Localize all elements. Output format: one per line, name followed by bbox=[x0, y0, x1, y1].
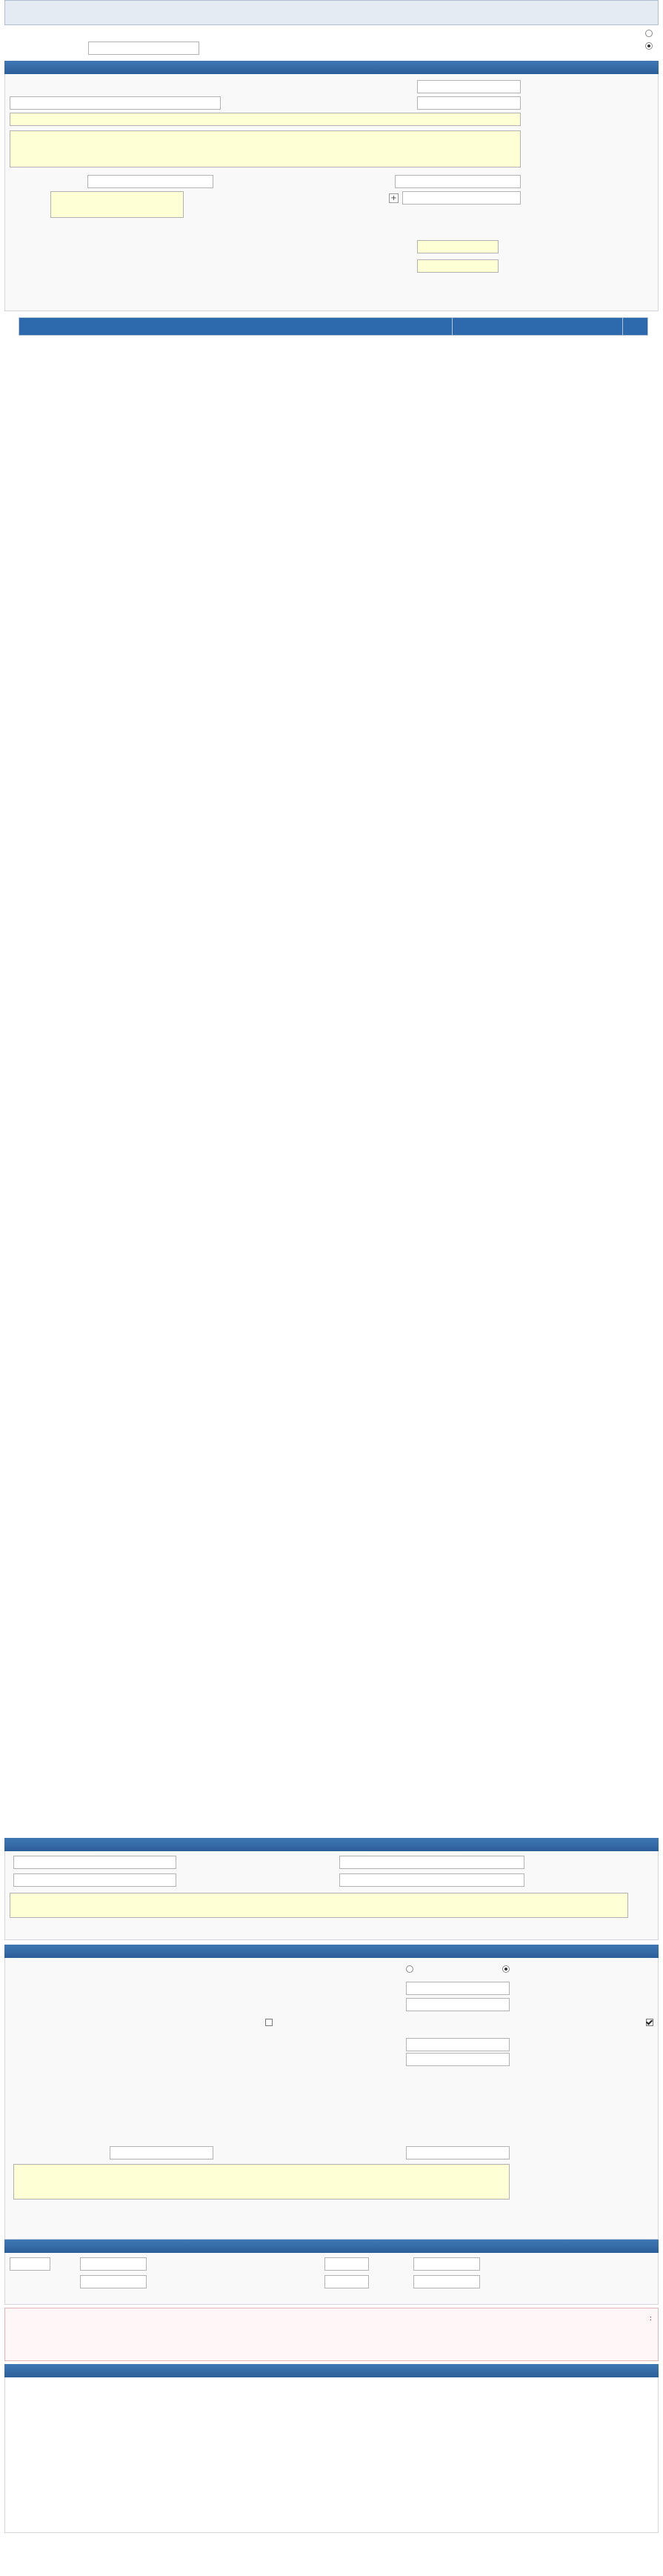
radio-renewed-tender[interactable] bbox=[642, 42, 653, 50]
method-option-1[interactable] bbox=[499, 1965, 510, 1973]
method-option-2[interactable] bbox=[402, 1965, 413, 1973]
title-field bbox=[10, 113, 521, 126]
general-section-header bbox=[4, 61, 659, 74]
notice-box bbox=[4, 2308, 659, 2361]
holding-type-field bbox=[417, 96, 521, 110]
other-source-check[interactable] bbox=[261, 2019, 273, 2026]
notes-field bbox=[13, 2164, 510, 2200]
opening-field bbox=[413, 2275, 480, 2288]
table-header-row-no bbox=[623, 318, 648, 336]
guarantee-unit-field bbox=[110, 2146, 213, 2160]
documents-section bbox=[4, 2377, 659, 2533]
organizer-section bbox=[4, 1851, 659, 1940]
doc-receipt-field bbox=[413, 2257, 480, 2271]
radio-new-tender[interactable] bbox=[642, 30, 653, 37]
description-field bbox=[10, 130, 521, 167]
radio-circle[interactable] bbox=[645, 42, 653, 50]
postal-field bbox=[13, 1873, 176, 1887]
documents-section-header bbox=[4, 2364, 659, 2377]
min-score-field bbox=[417, 240, 499, 253]
estimate-field bbox=[406, 1982, 510, 1995]
radio-circle[interactable] bbox=[645, 30, 653, 37]
min-tech-field bbox=[417, 259, 499, 273]
unit-field bbox=[339, 1873, 524, 1887]
checkbox[interactable] bbox=[265, 2019, 273, 2026]
activity-table-wrap bbox=[4, 311, 659, 1838]
table-header-activity bbox=[19, 318, 453, 336]
manager-field bbox=[13, 1856, 176, 1869]
fee-field bbox=[406, 2038, 510, 2051]
goods-field bbox=[10, 96, 221, 110]
doc-time-field bbox=[324, 2257, 369, 2271]
activity-table bbox=[19, 317, 648, 336]
radio-circle[interactable] bbox=[406, 1965, 413, 1973]
page-title bbox=[4, 0, 659, 25]
guarantee-amount-field bbox=[406, 2146, 510, 2160]
timing-section-header bbox=[4, 2240, 659, 2253]
org-name-field bbox=[339, 1856, 524, 1869]
address-field bbox=[10, 1893, 628, 1918]
tender-type-group bbox=[4, 25, 659, 61]
tender-no-field bbox=[417, 80, 521, 93]
radio-circle[interactable] bbox=[502, 1965, 510, 1973]
timing-section bbox=[4, 2253, 659, 2305]
prev-tender-number bbox=[88, 42, 199, 55]
general-section bbox=[4, 74, 659, 311]
city-field bbox=[87, 175, 213, 188]
funding-source-check[interactable] bbox=[642, 2019, 653, 2026]
expand-icon[interactable]: + bbox=[389, 193, 399, 203]
env-time-field bbox=[10, 2257, 50, 2271]
assessment-section bbox=[4, 1958, 659, 2240]
notice-text: : bbox=[649, 2314, 652, 2323]
assessment-section-header bbox=[4, 1945, 659, 1958]
open-time-field bbox=[324, 2275, 369, 2288]
organizer-section-header bbox=[4, 1838, 659, 1851]
validity-field bbox=[80, 2275, 147, 2288]
category-desc-field bbox=[50, 191, 184, 218]
table-header-category bbox=[453, 318, 623, 336]
province-field bbox=[395, 175, 521, 188]
agreement-field bbox=[406, 2053, 510, 2066]
checkbox[interactable] bbox=[646, 2019, 653, 2026]
category-field bbox=[402, 191, 521, 205]
currency-field bbox=[406, 1998, 510, 2011]
envelope-field bbox=[80, 2257, 147, 2271]
